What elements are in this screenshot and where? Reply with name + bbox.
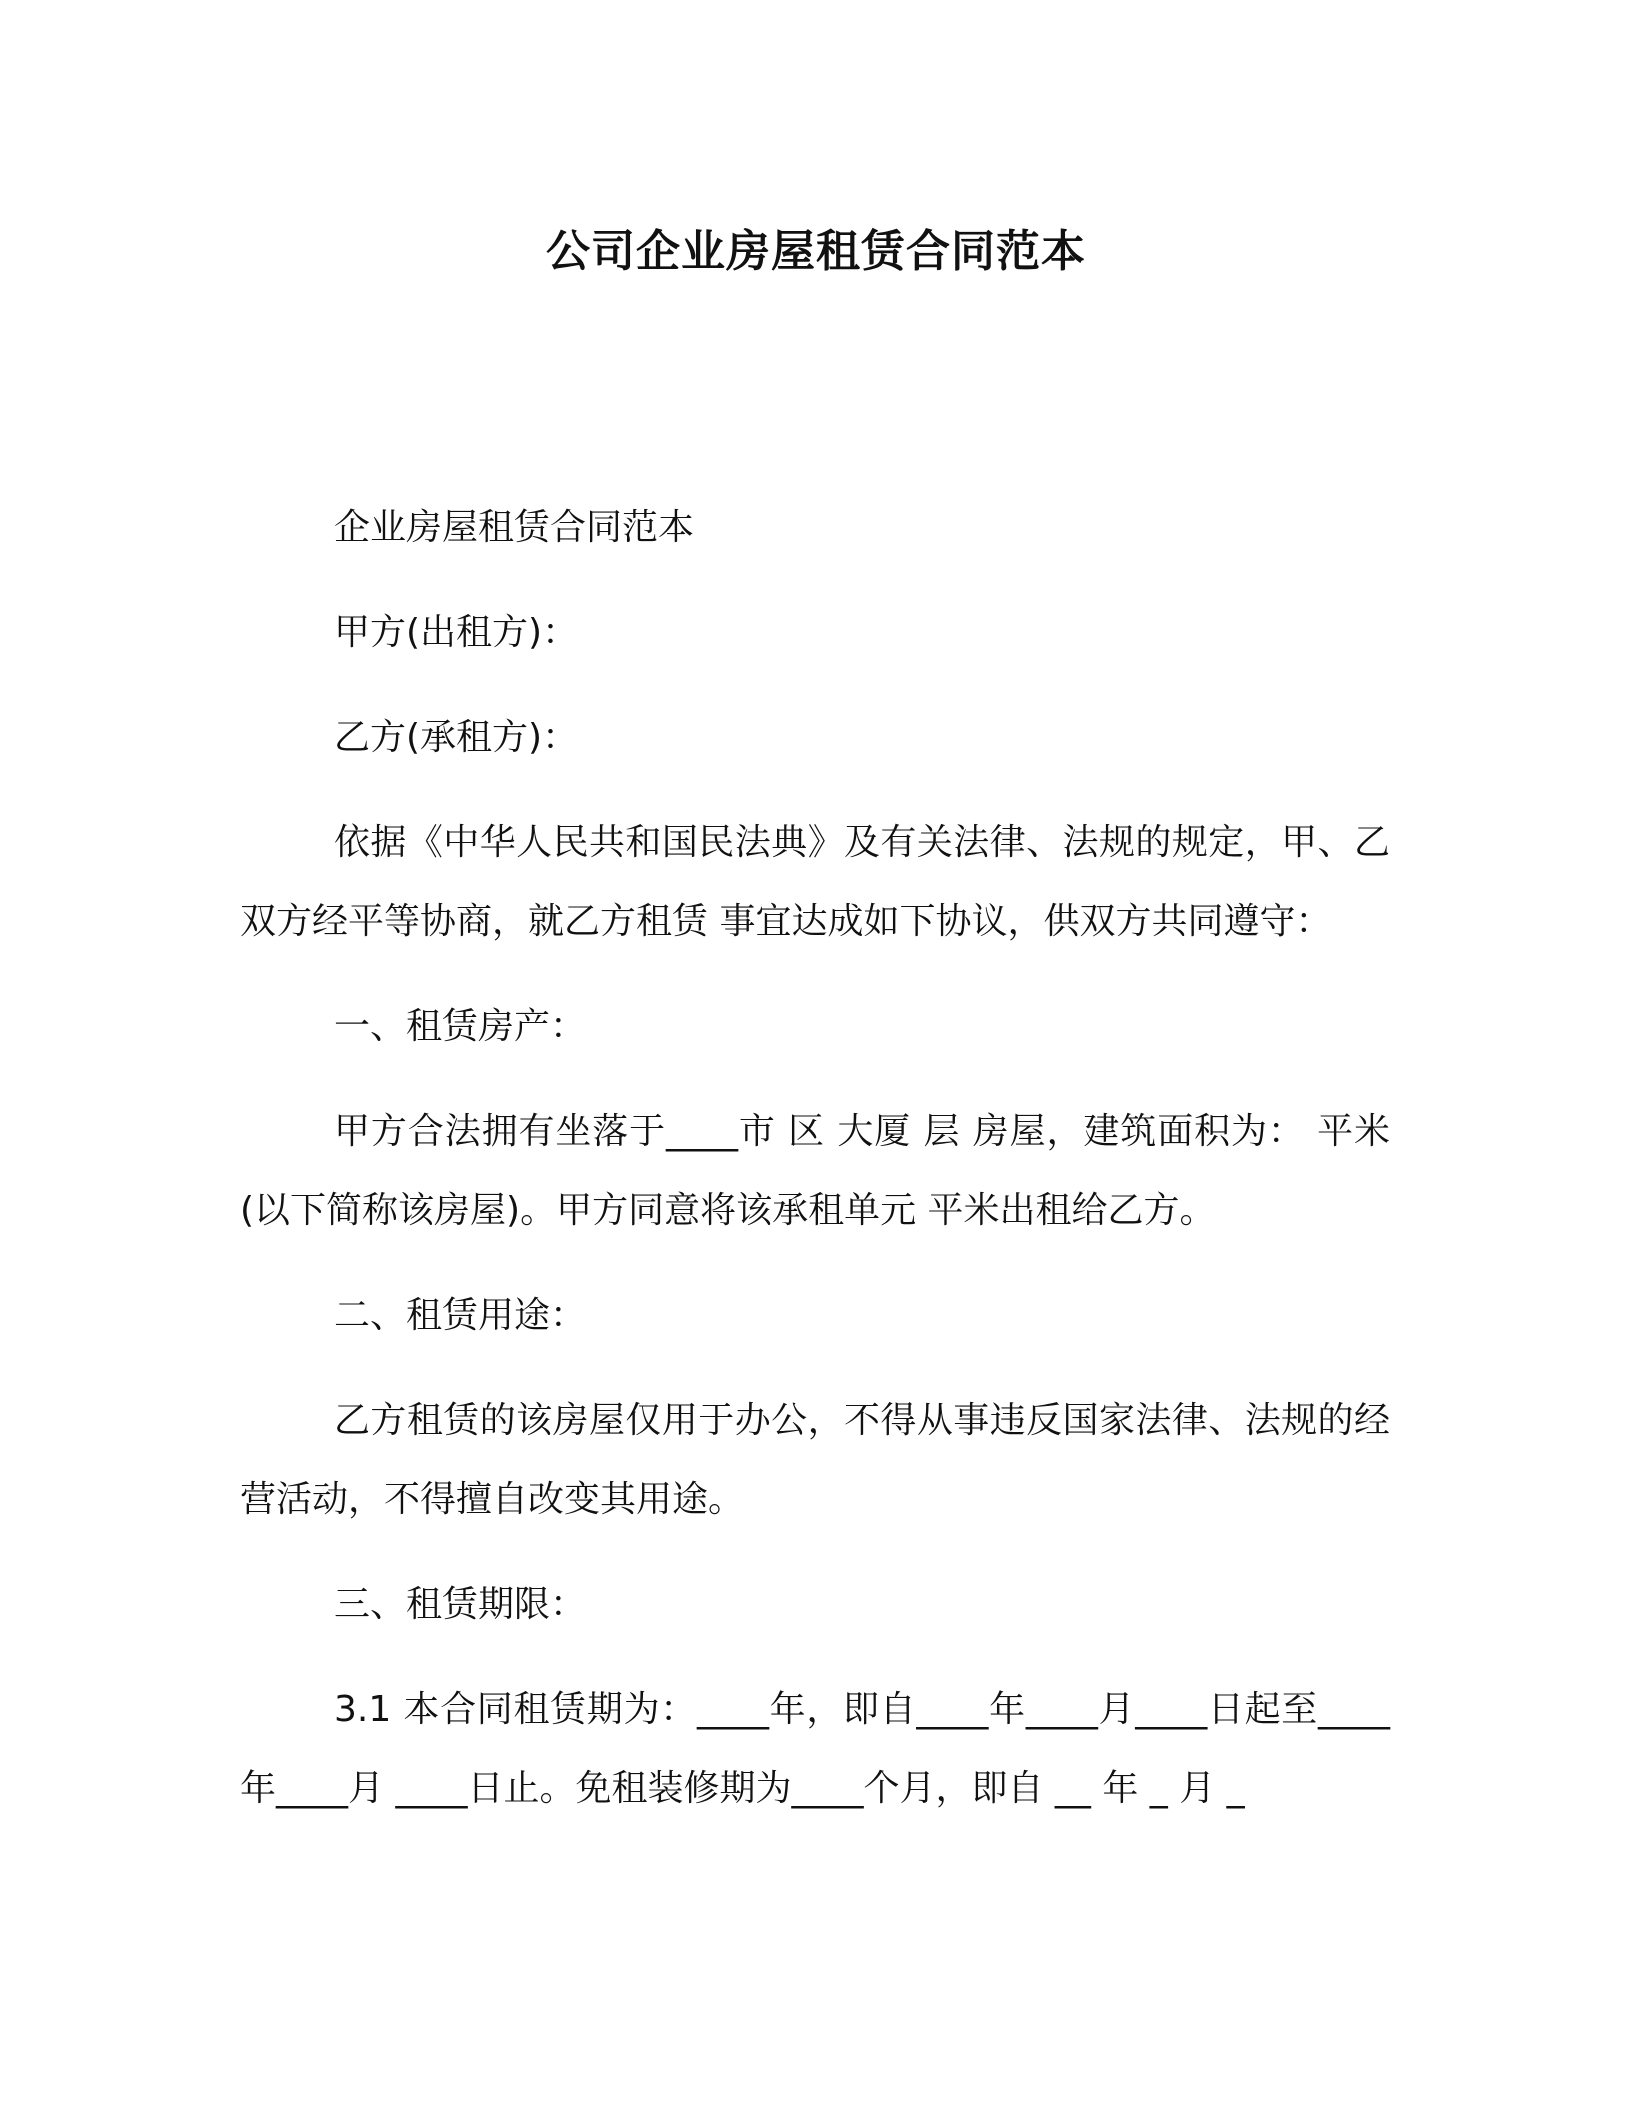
paragraph-property: 甲方合法拥有坐落于____市 区 大厦 层 房屋，建筑面积为： 平米(以下简称该房屋)。甲方同意将该承租单元 平米出租给乙方。: [240, 1111, 1390, 1231]
paragraph-usage: 乙方租赁的该房屋仅用于办公，不得从事违反国家法律、法规的经营活动，不得擅自改变其用途。: [240, 1400, 1390, 1520]
paragraph-term: 3.1 本合同租赁期为：____年，即自____年____月____日起至____年____月 ____日止。免租装修期为____个月，即自 __ 年 _ 月 _: [240, 1689, 1390, 1809]
paragraph-party-a: 甲方(出租方)：: [334, 612, 579, 653]
document-body: [240, 488, 1390, 1854]
section-heading-term: 三、租赁期限：: [334, 1584, 587, 1625]
section-heading-usage: 二、租赁用途：: [334, 1295, 587, 1336]
paragraph-subtitle: 企业房屋租赁合同范本: [334, 507, 695, 548]
paragraph-preamble: 依据《中华人民共和国民法典》及有关法律、法规的规定，甲、乙双方经平等协商，就乙方租赁 事宜达成如下协议，供双方共同遵守：: [240, 822, 1390, 942]
section-heading-property: 一、租赁房产：: [334, 1006, 587, 1047]
document-title: 公司企业房屋租赁合同范本: [546, 226, 1086, 277]
paragraph-party-b: 乙方(承租方)：: [334, 717, 579, 758]
